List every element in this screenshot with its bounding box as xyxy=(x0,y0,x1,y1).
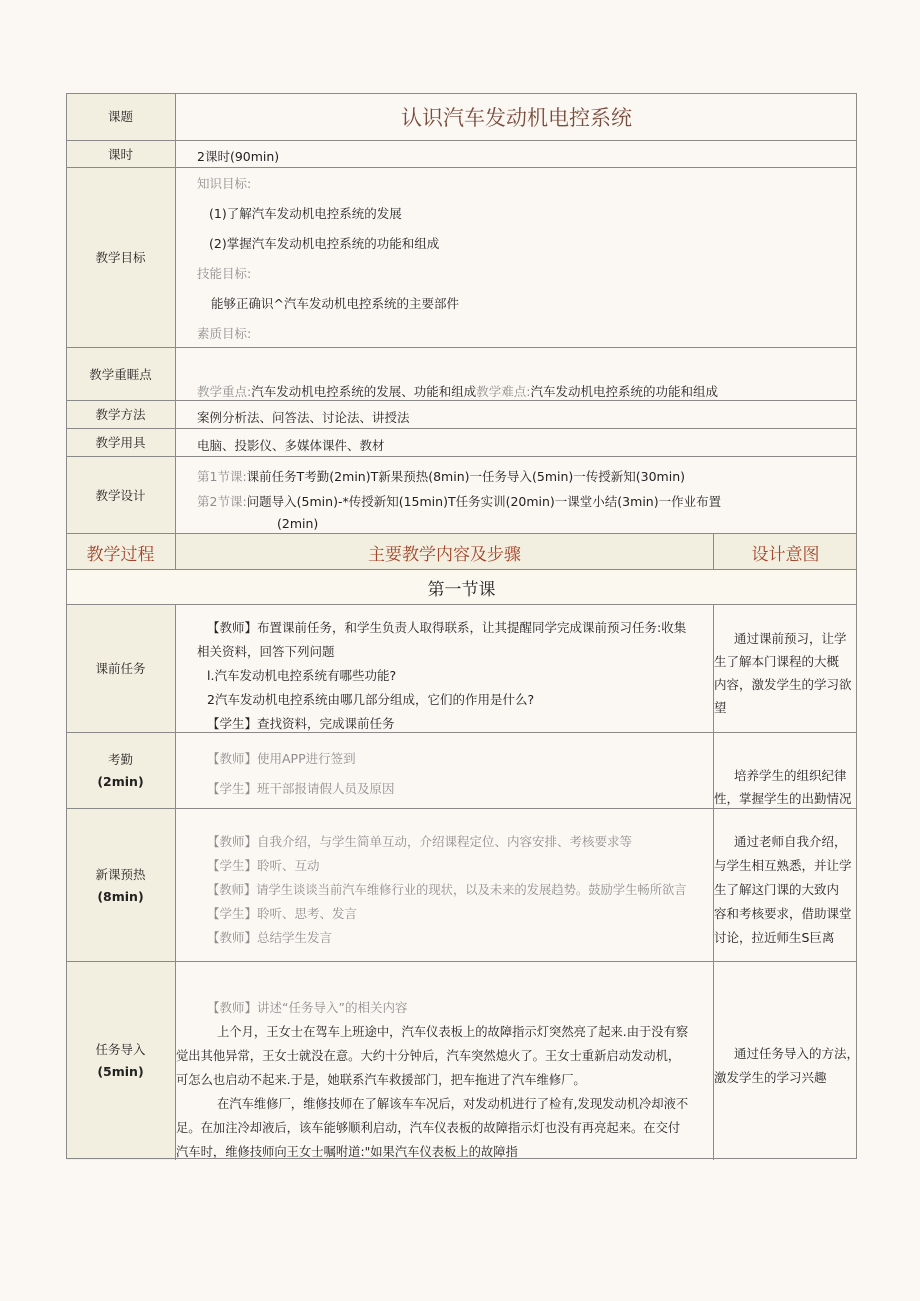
design-label: 教学设计 xyxy=(66,457,176,534)
preview-intent-2: 与学生相互熟悉，并让学 xyxy=(714,858,852,873)
attendance-label-cell xyxy=(66,733,176,809)
method-value: 案例分析法、问答法、讨论法、讲授法 xyxy=(197,410,410,425)
task-intro-p2-3: 汽车时，维修技师向王女士嘱咐道:"如果汽车仪表板上的故障指 xyxy=(176,1145,518,1159)
pre-task-intent-4: 望 xyxy=(714,700,727,715)
keypoints-row xyxy=(66,347,857,401)
method-row xyxy=(66,400,857,429)
task-intro-p1-2: 觉出其他异常，王女士就没在意。大约十分钟后，汽车突然熄火了。王女士重新启动发动机， xyxy=(176,1049,681,1063)
preview-label-cell xyxy=(66,809,176,962)
design-lesson-2-cont: (2min) xyxy=(277,516,319,531)
preview-intent-1: 通过老师自我介绍， xyxy=(734,834,847,849)
task-intro-intent-2: 激发学生的学习兴趣 xyxy=(714,1070,827,1085)
task-intro-row xyxy=(66,961,860,1160)
pre-task-question-1: l.汽车发动机电控系统有哪些功能? xyxy=(207,668,397,683)
tools-value: 电脑、投影仪、多媒体课件、教材 xyxy=(197,438,385,453)
preview-line-4: 【学生】聆听、思考、发言 xyxy=(207,906,358,921)
keypoints-text: 教学重点:汽车发动机电控系统的发展、功能和组成教学难点:汽车发动机电控系统的功能和组成 xyxy=(197,384,718,399)
pre-task-label: 课前任务 xyxy=(66,605,176,733)
attendance-intent-2: 性，掌握学生的出勤情况 xyxy=(714,791,852,806)
preview-time: (8min) xyxy=(97,888,144,904)
content-col-header: 主要教学内容及步骤 xyxy=(368,544,521,565)
keypoints-label: 教学重睚点 xyxy=(66,348,176,401)
pre-task-intent-2: 生了解本门课程的大概 xyxy=(714,654,840,669)
intent-col-header: 设计意图 xyxy=(751,544,820,565)
skill-heading: 技能目标: xyxy=(197,266,252,281)
design-row xyxy=(66,456,857,534)
pre-task-line-1: 【教师】布置课前任务，和学生负责人取得联系，让其提醒同学完成课前预习任务:收集 xyxy=(207,620,687,635)
tools-row xyxy=(66,428,857,457)
preview-line-2: 【学生】聆听、互动 xyxy=(207,858,320,873)
tools-label: 教学用具 xyxy=(66,429,176,457)
process-header-row xyxy=(66,533,857,570)
process-col-header: 教学过程 xyxy=(86,544,155,565)
pre-task-student: 【学生】查找资料，完成课前任务 xyxy=(207,716,395,731)
preview-intent-5: 讨论，拉近师生S巨离 xyxy=(714,930,835,945)
pre-task-intent-3: 内容，激发学生的学习欲 xyxy=(714,677,852,692)
task-intro-intent-1: 通过任务导入的方法， xyxy=(734,1046,860,1061)
preview-intent-4: 容和考核要求，借助课堂 xyxy=(714,906,852,921)
task-intro-heading: 【教师】讲述“任务导入”的相关内容 xyxy=(207,1000,408,1015)
attendance-row xyxy=(66,732,857,809)
task-intro-label-cell xyxy=(66,962,176,1160)
knowledge-item-2: (2)掌握汽车发动机电控系统的功能和组成 xyxy=(209,236,440,251)
section-title: 第一节课 xyxy=(427,580,496,600)
task-intro-label: 任务导入 xyxy=(95,1042,146,1057)
knowledge-item-1: (1)了解汽车发动机电控系统的发展 xyxy=(209,206,402,221)
topic-row xyxy=(66,93,857,140)
section-row xyxy=(66,569,857,605)
task-intro-p2-1: 在汽车维修厂，维修技师在了解该车车况后，对发动机进行了检有,发现发动机冷却液不 xyxy=(217,1097,689,1111)
topic-label: 课题 xyxy=(66,93,176,140)
design-lesson-2: 第2节课:问题导入(5min)-*传授新知(15min)T任务实训(20min)一课堂小结(3min)一作业布置 xyxy=(197,494,722,509)
pre-task-line-1b: 相关资料，回答下列问题 xyxy=(197,644,335,659)
attendance-teacher: 【教师】使用APP进行签到 xyxy=(207,751,356,766)
method-label: 教学方法 xyxy=(66,401,176,429)
preview-row xyxy=(66,808,857,962)
attendance-label: 考勤 xyxy=(107,752,133,767)
attendance-time: (2min) xyxy=(97,774,144,789)
lesson-title: 认识汽车发动机电控系统 xyxy=(401,105,632,130)
hours-row xyxy=(66,140,857,168)
task-intro-p1-1: 上个月，王女士在驾车上班途中，汽车仪表板上的故障指示灯突然亮了起来.由于没有察 xyxy=(217,1025,689,1039)
knowledge-heading: 知识目标: xyxy=(197,176,252,191)
objectives-row xyxy=(66,167,857,348)
hours-value: 2课时(90min) xyxy=(197,149,280,164)
pre-task-row xyxy=(66,604,857,733)
preview-line-1: 【教师】自我介绍，与学生简单互动，介绍课程定位、内容安排、考核要求等 xyxy=(207,834,633,849)
pre-task-intent-1: 通过课前预习，让学 xyxy=(734,631,847,646)
attendance-intent-1: 培养学生的组织纪律 xyxy=(734,768,847,783)
task-intro-p2-2: 足。在加注冷却液后，该车能够顺利启动，汽车仪表板的故障指示灯也没有再亮起来。在交付 xyxy=(176,1121,681,1135)
preview-label: 新课预热 xyxy=(95,866,146,882)
design-lesson-1: 第1节课:课前任务T考勤(2min)T新果预热(8min)一任务导入(5min)一传授新知(30min) xyxy=(197,469,686,484)
preview-line-3: 【教师】请学生谈谈当前汽车维修行业的现状，以及未来的发展趋势。鼓励学生畅所欲言 xyxy=(207,883,687,897)
attendance-student: 【学生】班干部报请假人员及原因 xyxy=(207,781,395,796)
pre-task-question-2: 2汽车发动机电控系统由哪几部分组成，它们的作用是什么? xyxy=(207,692,535,707)
hours-label: 课时 xyxy=(66,141,176,168)
preview-intent-3: 生了解这门课的大致内 xyxy=(714,882,840,897)
objectives-label: 教学目标 xyxy=(66,168,176,348)
skill-item-1: 能够正确识^汽车发动机电控系统的主要部件 xyxy=(211,296,459,311)
preview-line-5: 【教师】总结学生发言 xyxy=(207,930,333,945)
task-intro-p1-3: 可怎么也启动不起来.于是，她联系汽车救援部门，把车拖进了汽车维修厂。 xyxy=(176,1073,586,1087)
quality-heading: 素质目标: xyxy=(197,326,252,341)
task-intro-time: (5min) xyxy=(97,1064,144,1079)
